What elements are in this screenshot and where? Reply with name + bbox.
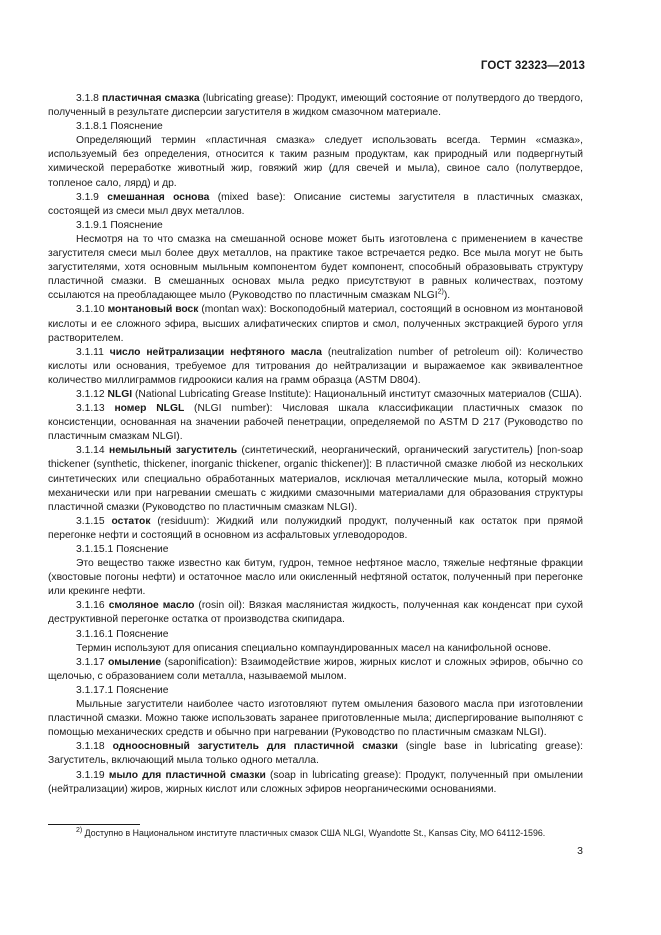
page-number: 3 [577,845,583,857]
definition-text: (lubricating grease): Продукт, имеющий состояние от полутвердого до твердого, полученный в результате дисперсии загустителя в жидком смазочном материале. [48,93,583,119]
note-heading: 3.1.8.1 Пояснение [76,121,163,133]
footnote-marker: 2) [76,827,83,835]
clause-number: 3.1.16 [76,600,105,612]
term: монтановый воск [107,304,199,316]
term: остаток [111,515,151,527]
definition-3-1-17 [48,656,583,684]
clause-number: 3.1.8 [76,93,99,104]
clause-number: 3.1.17 [76,656,105,668]
definition-3-1-13 [48,402,583,444]
definition-3-1-11 [48,346,583,388]
clause-number: 3.1.12 [76,388,105,400]
term: число нейтрализации нефтяного масла [109,346,322,358]
term: одноосновный загуститель для пластичной смазки [112,741,398,753]
note-heading: 3.1.9.1 Пояснение [76,219,163,231]
definition-text: (National Lubricating Grease Institute): Национальный институт смазочных материалов (США). [132,388,582,400]
term: мыло для пластичной смазки [108,769,266,781]
definition-text: (residuum): Жидкий или полужидкий продукт, полученный как остаток при прямой перегонке нефти и состоящий в основном из асфальтовых углеводородов. [48,515,583,541]
term: омыление [108,656,162,668]
clause-number: 3.1.18 [76,741,105,753]
note-text: Термин используют для описания специально компаундированных масел на канифольной основе. [76,642,551,654]
definition-text: (NLGI number): Числовая шкала классификации пластичных смазок по консистенции, основанная на значении рабочей пенетрации, определяемой по ASTM D 217 (Руководство по пластичным смазкам NLGI). [48,403,583,443]
note-heading: 3.1.17.1 Пояснение [76,684,169,696]
clause-number: 3.1.19 [76,769,105,781]
clause-number: 3.1.9 [76,191,99,203]
definition-3-1-16 [48,599,583,627]
definition-3-1-19 [48,769,583,797]
clause-number: 3.1.10 [76,304,105,316]
clause-number: 3.1.15 [76,515,105,527]
footnote-text: Доступно в Национальном институте пластичных смазок США NLGI, Wyandotte St., Kansas City, MO 64112-1596. [82,828,546,838]
definition-text: (montan wax): Воскоподобный материал, состоящий в основном из монтановой кислоты и ее сложного эфира, высших алифатических спиртов и смол, полученных экстракцией бурого угля растворителем. [48,304,583,344]
definition-text: (saponification): Взаимодействие жиров, жирных кислот и сложных эфиров, обычно со щелочью, с образованием соли металла, называемой мылом. [48,656,583,682]
term: номер NLGL [114,403,185,415]
document-body [48,92,583,797]
term: смешанная основа [107,191,210,203]
note-heading: 3.1.15.1 Пояснение [76,544,169,555]
term: NLGI [107,388,133,400]
note-text: Это вещество также известно как битум, гудрон, темное нефтяное масло, тяжелые нефтяные фракции (хвостовые погоны нефти) и остаточное масло или окисленный нефтяной остаток, полученный при перегонке или крекинге нефти. [48,558,583,598]
definition-3-1-14 [48,444,583,514]
note-text [48,233,583,303]
definition-text: (neutralization number of petroleum oil): Количество кислоты или основания, требуемое для титрования до нейтрализации и выражаемое как эквивалентное количество миллиграммов гидроокиси калия на грамм образца (ASTM D804). [48,346,583,386]
definition-3-1-9 [48,191,583,219]
term: немыльный загуститель [109,445,238,457]
definition-text: (rosin oil): Вязкая маслянистая жидкость, полученная как конденсат при сухой деструктивной перегонке остатка от производства скипидара. [48,600,583,626]
definition-3-1-10 [48,303,583,345]
footnote [76,827,586,839]
definition-3-1-8 [48,92,583,120]
footnote-reference: 2) [437,288,444,296]
footnote-divider [48,824,140,825]
definition-text: (soap in lubricating grease): Продукт, полученный при омылении (нейтрализации) жиров, жирных кислот или сложных эфиров неорганическими основаниями. [48,769,583,795]
note-text: Определяющий термин «пластичная смазка» следует использовать всегда. Термин «смазка», используемый без определения, относится к таким разным продуктам, как природный или подвергнутый химической переработке животный жир, говяжий жир (для свечей и мыла), свиное сало (полутвердое, топленое сало, лярд) и др. [48,135,583,189]
definition-text: (single base in lubricating grease): Загуститель, включающий мыла только одного металла. [48,741,583,767]
definition-text: (синтетический, неорганический, органический загуститель) [non-soap thickener (synthetic, thickener, inorganic thickener, organic thickener)]: В пластичной смазке любой из нескольких синтетических или специально обработанных материалов, исключая металлические мыла, который можно механически или при нагревании смешать с жидкими смазочными материалами для образования структуры пластичной смазки (Руководство по пластичным смазкам NLGI). [48,445,583,513]
document-code: ГОСТ 32323—2013 [480,60,585,72]
note-text-body: Несмотря на то что смазка на смешанной основе может быть изготовлена с применением в качестве загустителя смеси мыл более двух металлов, на практике такое встречается редко. Все мыла могут не быть загустителями, хотя основным мыльным компонентом будет компонент, способный образовывать структуру пластичной смазки. В смешанных основах мыла редко присутствуют в равных количествах, поэтому ссылаются на преобладающее мыло (Руководство по пластичным смазкам NLGI [48,233,583,302]
term: пластичная смазка [101,93,200,104]
note-heading: 3.1.16.1 Пояснение [76,628,169,640]
clause-number: 3.1.13 [76,403,105,415]
clause-number: 3.1.14 [76,445,105,457]
note-text-end: ). [443,290,451,302]
definition-3-1-18 [48,740,583,768]
definition-3-1-12 [48,388,583,402]
note-text: Мыльные загустители наиболее часто изготовляют путем омыления базового масла при изготовлении пластичной смазки. Можно также использовать заранее приготовленные мыла; диспергирование выполняют с помощью механических средств и обычно при нагревании (Руководство по пластичным смазкам NLGI). [48,699,583,739]
clause-number: 3.1.11 [76,346,104,358]
definition-text: (mixed base): Описание системы загустителя в пластичных смазках, состоящей из смеси мыл двух металлов. [48,191,583,217]
definition-3-1-15 [48,515,583,543]
term: смоляное масло [108,600,195,612]
